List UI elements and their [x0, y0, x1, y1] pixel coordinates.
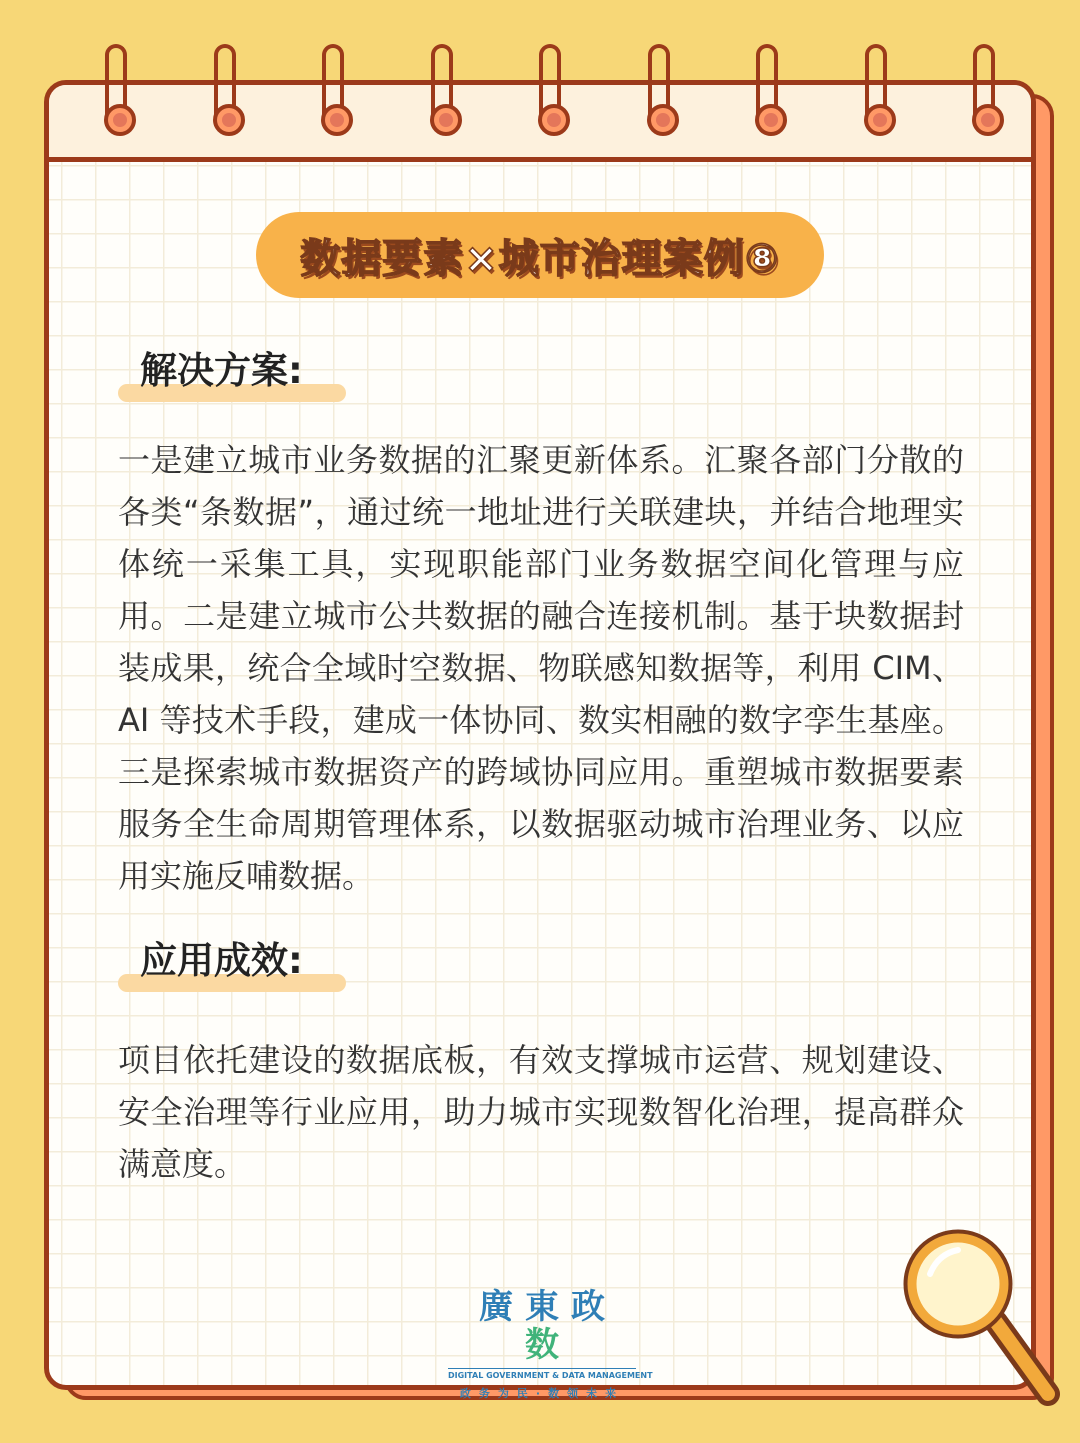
results-paragraph: 项目依托建设的数据底板，有效支撑城市运营、规划建设、安全治理等行业应用，助力城市实现数智化治理，提高群众满意度。 [118, 1041, 964, 1183]
spiral-ring-icon [647, 44, 679, 136]
logo-char: 東 [525, 1287, 571, 1327]
spiral-ring-icon [755, 44, 787, 136]
logo-char: 廣 [479, 1287, 525, 1327]
logo-english-text: DIGITAL GOVERNMENT & DATA MANAGEMENT [448, 1368, 636, 1380]
title-banner [256, 212, 824, 298]
section-heading-label: 应用成效: [140, 939, 303, 982]
magnifier-icon [898, 1224, 1068, 1414]
section-heading-solution [118, 346, 303, 402]
logo-slogan: 政务为民·数领未来 [459, 1387, 625, 1400]
spiral-ring-icon [538, 44, 570, 136]
spiral-ring-icon [972, 44, 1004, 136]
spiral-ring-icon [104, 44, 136, 136]
logo-char: 政 [571, 1287, 617, 1327]
spiral-ring-icon [213, 44, 245, 136]
page-title: 数据要素×城市治理案例⑧ [300, 235, 780, 282]
spiral-ring-icon [321, 44, 353, 136]
guangdong-gov-data-logo [448, 1287, 653, 1401]
spiral-ring-icon [430, 44, 462, 136]
section-heading-label: 解决方案: [140, 349, 303, 392]
logo-char: 数 [525, 1325, 571, 1365]
solution-paragraph: 一是建立城市业务数据的汇聚更新体系。汇聚各部门分散的各类“条数据”，通过统一地址进行关联建块，并结合地理实体统一采集工具，实现职能部门业务数据空间化管理与应用。二是建立城市公共数据的融合连接机制。基于块数据封装成果，统合全域时空数据、物联感知数据等，利用 CIM、AI 等技术手段，建成一体协同、数实相融的数字孪生基座。三是探索城市数据资产的跨域协同应用。重塑城市数据要素服务全生命周期管理体系，以数据驱动城市治理业务、以应用实施反哺数据。 [118, 441, 964, 895]
section-heading-results [118, 936, 303, 992]
spiral-ring-icon [864, 44, 896, 136]
logo-wordmark [448, 1288, 636, 1364]
